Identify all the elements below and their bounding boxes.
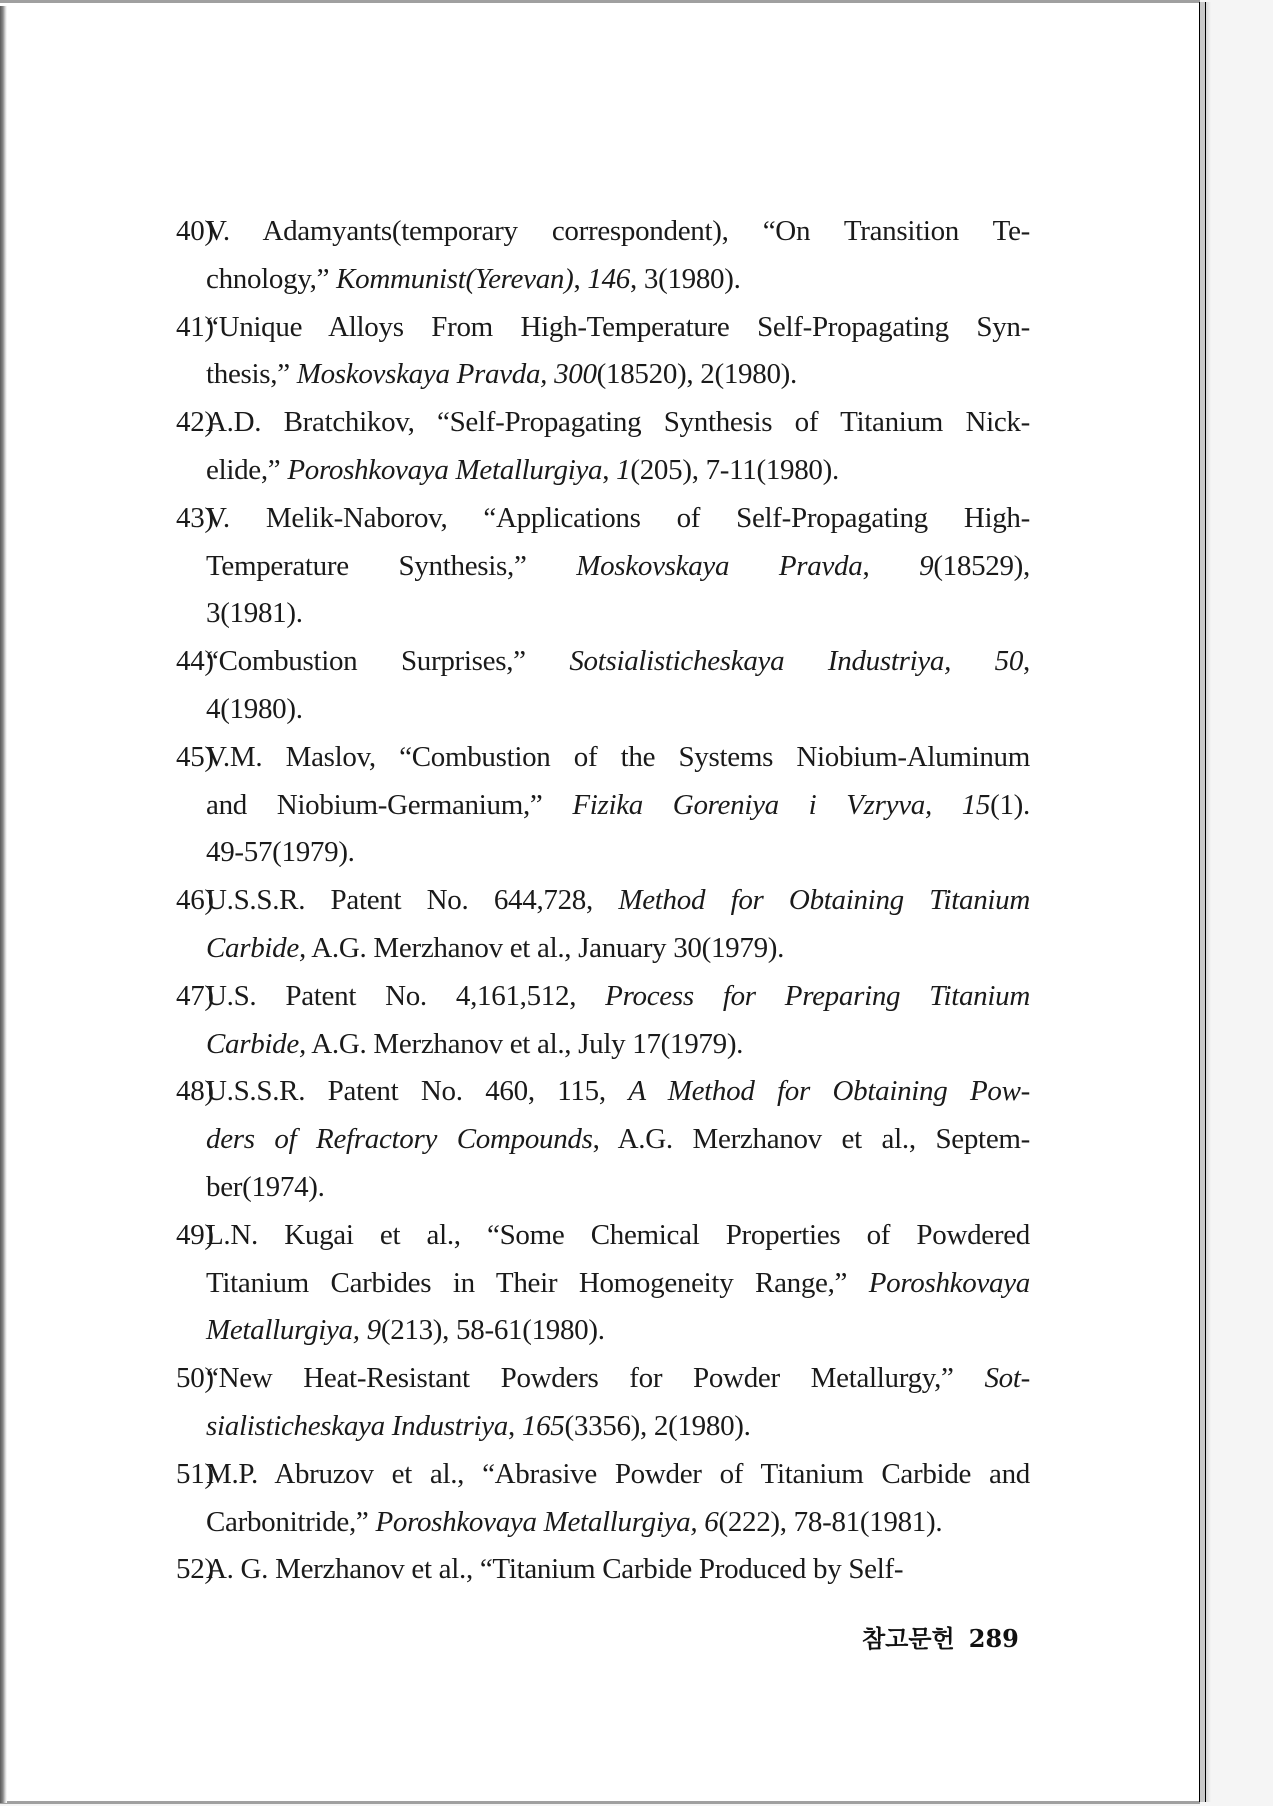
reference-number: 49): [176, 1218, 214, 1251]
reference-italic-text: Carbide,: [206, 1027, 306, 1060]
reference-text: 4(1980).: [206, 692, 303, 725]
reference-text: elide,”: [206, 453, 288, 486]
reference-text: V. Adamyants(temporary correspondent), “On Transition Te-: [206, 215, 1030, 247]
reference-line: [206, 973, 1030, 1021]
reference-number: 41): [176, 310, 214, 343]
reference-text: Carbonitride,”: [206, 1505, 376, 1538]
reference-line: [206, 1307, 1030, 1355]
reference-item: [177, 973, 1030, 1069]
reference-item: [177, 304, 1030, 400]
reference-text: (3356), 2(1980).: [564, 1409, 751, 1442]
reference-text: A.G. Merzhanov et al., January 30(1979).: [305, 931, 785, 964]
reference-line: [206, 543, 1030, 591]
reference-number: 42): [176, 406, 214, 439]
reference-italic-text: Fizika Goreniya i Vzryva, 15: [572, 788, 991, 821]
reference-text: thesis,”: [206, 358, 297, 391]
reference-text: U.S.S.R. Patent No. 644,728,: [206, 884, 619, 917]
reference-italic-text: Moskovskaya Pravda: [576, 549, 863, 582]
reference-number: 44): [176, 645, 214, 678]
reference-text: ,: [573, 262, 588, 295]
reference-line: [206, 686, 1030, 734]
reference-text: 3(1981).: [206, 597, 303, 630]
page-shadow: [1206, 2, 1211, 1802]
reference-text: (18529),: [933, 549, 1030, 582]
reference-text: Temperature Synthesis,”: [206, 549, 577, 582]
reference-number: 47): [176, 979, 214, 1012]
reference-line: [206, 1116, 1030, 1164]
reference-text: (18520), 2(1980).: [596, 358, 797, 391]
section-label: 참고문헌: [862, 1625, 955, 1653]
reference-text: (1).: [990, 788, 1030, 821]
page-left-edge: [0, 6, 7, 1803]
reference-line: [206, 495, 1030, 543]
reference-text: ,: [1023, 645, 1030, 678]
reference-text: (213), 58-61(1980).: [380, 1314, 605, 1347]
reference-number: 46): [176, 884, 214, 917]
reference-item: [177, 638, 1030, 734]
reference-item: [177, 1451, 1030, 1547]
reference-line: [206, 638, 1030, 686]
reference-line: [206, 208, 1030, 256]
reference-italic-text: Poroshkovaya Metallurgiya: [287, 453, 603, 486]
reference-line: [206, 1499, 1030, 1547]
reference-text: ber(1974).: [206, 1170, 325, 1203]
reference-number: 52): [176, 1553, 214, 1586]
reference-line: [206, 304, 1030, 352]
reference-italic-text: Kommunist(Yerevan): [336, 262, 574, 295]
reference-line: [206, 1212, 1030, 1260]
reference-line: [206, 1403, 1030, 1451]
reference-italic-text: 146: [587, 262, 630, 295]
reference-italic-text: sialisticheskaya Industriya: [206, 1409, 508, 1442]
reference-text: A.G. Merzhanov et al., July 17(1979).: [305, 1027, 744, 1060]
reference-italic-text: ders of Refractory Compounds: [206, 1123, 593, 1156]
reference-text: ,: [602, 453, 617, 486]
reference-line: [206, 256, 1030, 304]
reference-number: 43): [176, 501, 214, 534]
reference-item: [177, 208, 1030, 304]
reference-text: “New Heat-Resistant Powders for Powder Metallurgy,”: [206, 1362, 985, 1395]
reference-text: ,: [508, 1409, 522, 1442]
reference-italic-text: 1: [616, 453, 631, 486]
reference-number: 50): [176, 1362, 214, 1395]
reference-line: [206, 877, 1030, 925]
reference-text: A.D. Bratchikov, “Self-Propagating Synthesis of Titanium Nick-: [206, 406, 1030, 439]
reference-line: [206, 447, 1030, 495]
reference-text: “Unique Alloys From High-Temperature Self-Propagating Syn-: [206, 310, 1030, 343]
reference-item: [177, 1546, 1030, 1594]
reference-italic-text: 165: [521, 1409, 565, 1442]
reference-text: ,: [862, 549, 920, 582]
reference-italic-text: Method for Obtaining Titanium: [618, 884, 1030, 917]
reference-italic-text: Metallurgiya, 9: [206, 1314, 381, 1347]
reference-item: [177, 1068, 1030, 1211]
reference-text: (222), 78-81(1981).: [718, 1505, 943, 1538]
reference-line: [206, 1546, 1030, 1594]
reference-line: [206, 1355, 1030, 1403]
reference-item: [177, 877, 1030, 973]
reference-text: L.N. Kugai et al., “Some Chemical Properties of Powdered: [206, 1218, 1030, 1251]
reference-italic-text: Carbide,: [206, 931, 306, 964]
reference-line: [206, 734, 1030, 782]
reference-line: [206, 1451, 1030, 1499]
reference-text: , A.G. Merzhanov et al., Septem-: [592, 1123, 1031, 1156]
reference-line: [206, 925, 1030, 973]
page-number: 289: [968, 1624, 1019, 1653]
reference-text: V.M. Maslov, “Combustion of the Systems Niobium-Aluminum: [206, 740, 1030, 773]
reference-italic-text: Moskovskaya Pravda, 300: [296, 358, 597, 391]
reference-number: 45): [176, 740, 214, 773]
reference-text: A. G. Merzhanov et al., “Titanium Carbide Produced by Self-: [206, 1553, 904, 1586]
reference-italic-text: Sot-: [984, 1362, 1030, 1395]
reference-line: [206, 1260, 1030, 1308]
page-right-edge: [1199, 2, 1206, 1802]
reference-number: 51): [176, 1457, 214, 1490]
reference-italic-text: Poroshkovaya Metallurgiya, 6: [375, 1505, 719, 1538]
reference-line: [206, 782, 1030, 830]
reference-item: [177, 399, 1030, 495]
reference-item: [177, 734, 1030, 877]
reference-line: [206, 399, 1030, 447]
page-footer: [862, 1619, 1019, 1654]
reference-item: [177, 1355, 1030, 1451]
reference-line: [206, 829, 1030, 877]
reference-number: 48): [176, 1075, 214, 1108]
reference-text: , 3(1980).: [629, 262, 741, 295]
reference-number: 40): [176, 215, 214, 247]
reference-text: U.S.S.R. Patent No. 460, 115,: [206, 1075, 629, 1108]
reference-text: Titanium Carbides in Their Homogeneity Range,”: [206, 1266, 869, 1299]
reference-line: [206, 1068, 1030, 1116]
reference-list: [177, 208, 1030, 1594]
reference-italic-text: Poroshkovaya: [868, 1266, 1030, 1299]
reference-item: [177, 1212, 1030, 1355]
reference-italic-text: Process for Preparing Titanium: [605, 979, 1030, 1012]
reference-line: [206, 351, 1030, 399]
reference-text: V. Melik-Naborov, “Applications of Self-Propagating High-: [206, 501, 1030, 534]
reference-text: (205), 7-11(1980).: [630, 453, 839, 486]
reference-line: [206, 1164, 1030, 1212]
reference-line: [206, 1021, 1030, 1069]
reference-italic-text: Sotsialisticheskaya Industriya, 50: [569, 645, 1024, 678]
reference-text: U.S. Patent No. 4,161,512,: [206, 979, 606, 1012]
reference-text: 49-57(1979).: [206, 836, 355, 869]
reference-text: chnology,”: [206, 262, 337, 295]
reference-italic-text: 9: [919, 549, 934, 582]
reference-line: [206, 590, 1030, 638]
reference-italic-text: A Method for Obtaining Pow-: [628, 1075, 1030, 1108]
reference-text: M.P. Abruzov et al., “Abrasive Powder of Titanium Carbide and: [206, 1457, 1030, 1490]
reference-item: [177, 495, 1030, 638]
reference-text: “Combustion Surprises,”: [206, 645, 570, 678]
reference-text: and Niobium-Germanium,”: [206, 788, 573, 821]
